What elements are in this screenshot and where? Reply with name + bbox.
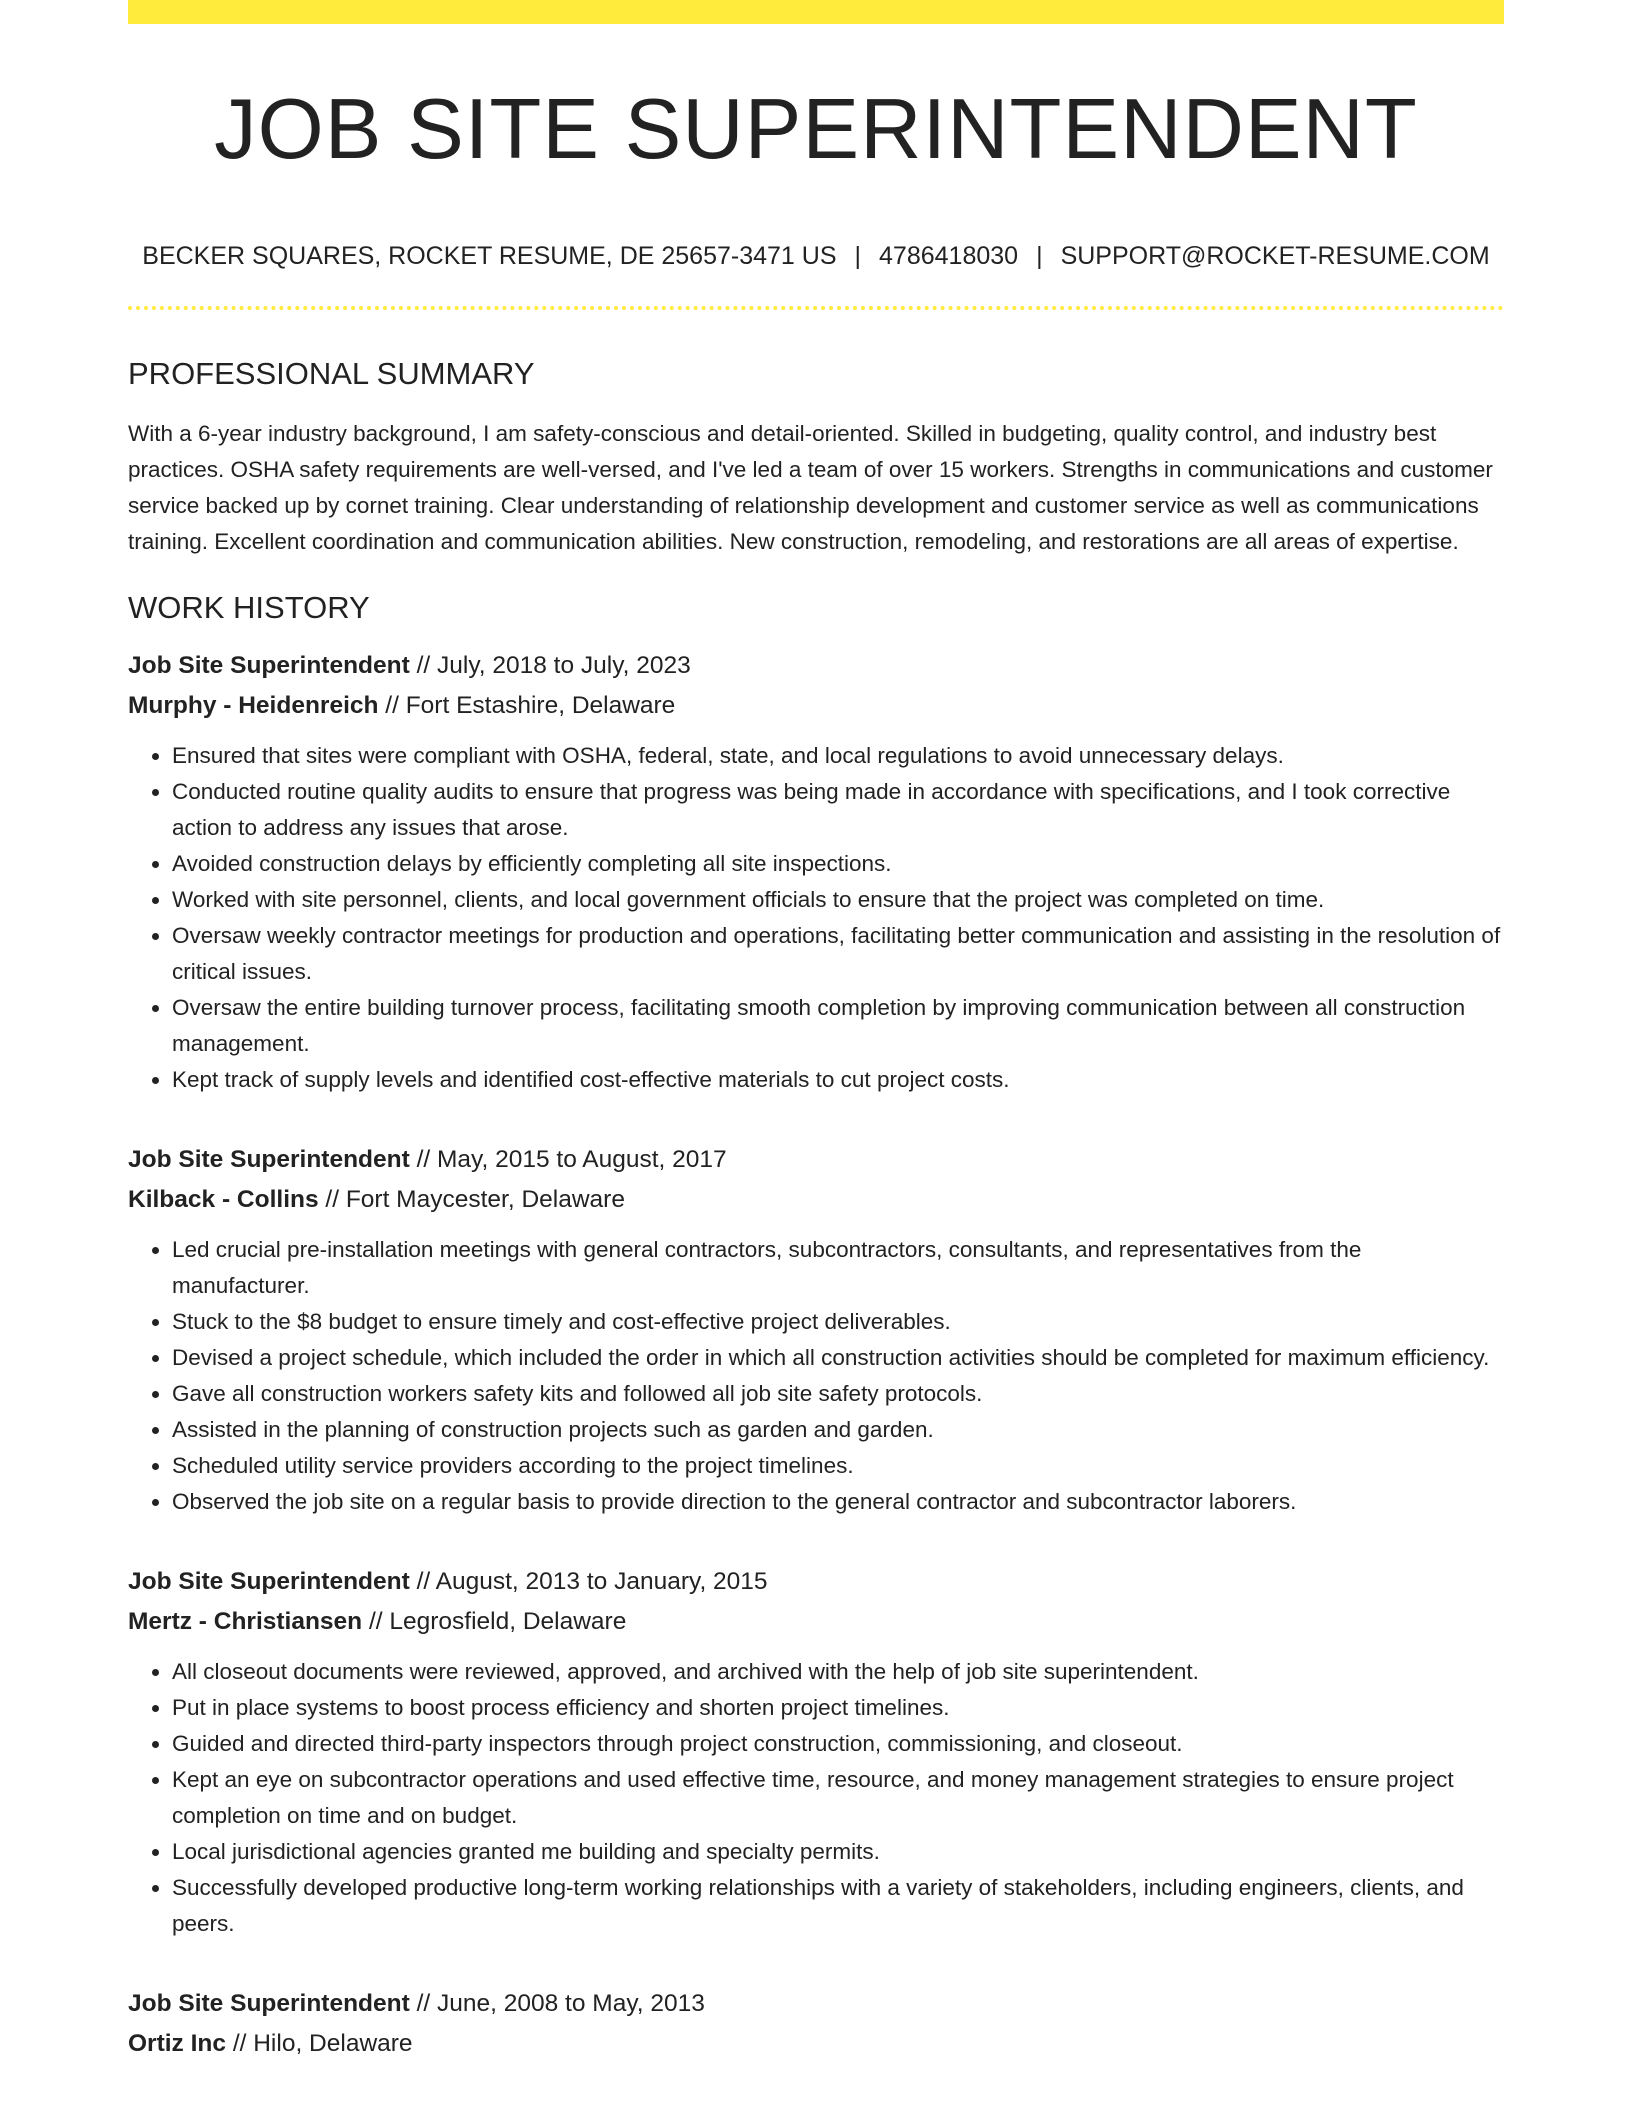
job-location: // Hilo, Delaware <box>226 2029 413 2057</box>
work-history-list <box>128 646 1504 2064</box>
contact-line <box>128 240 1504 272</box>
resume-content <box>128 24 1504 2064</box>
job-role: Job Site Superintendent <box>128 651 410 679</box>
resume-name: JOB SITE SUPERINTENDENT <box>214 82 1418 177</box>
job-entry <box>128 1562 1504 1942</box>
job-role: Job Site Superintendent <box>128 1567 410 1595</box>
job-entry <box>128 1984 1504 2064</box>
job-company: Ortiz Inc <box>128 2029 227 2057</box>
job-company: Kilback - Collins <box>128 1185 319 1213</box>
job-bullet: • Local jurisdictional agencies granted me building and specialty permits. <box>172 1834 1504 1870</box>
job-title-line <box>128 1984 1504 2024</box>
job-bullet-list <box>128 1654 1504 1942</box>
job-title-line <box>128 1562 1504 1602</box>
job-bullet-list <box>128 738 1504 1098</box>
job-dates: // August, 2013 to January, 2015 <box>409 1567 768 1595</box>
job-entry <box>128 646 1504 1098</box>
accent-top-bar <box>128 0 1504 24</box>
job-location: // Fort Maycester, Delaware <box>318 1185 625 1213</box>
job-bullet: • Stuck to the $8 budget to ensure timely and cost-effective project deliverables. <box>172 1304 1504 1340</box>
job-bullet: • Assisted in the planning of construction projects such as garden and garden. <box>172 1412 1504 1448</box>
job-location: // Legrosfield, Delaware <box>362 1607 627 1635</box>
job-bullet: • Avoided construction delays by efficiently completing all site inspections. <box>172 846 1504 882</box>
job-company-line <box>128 2024 1504 2064</box>
job-entry <box>128 1140 1504 1520</box>
contact-separator: | <box>854 241 862 270</box>
job-company-line <box>128 1602 1504 1642</box>
job-bullet: • Oversaw the entire building turnover process, facilitating smooth completion by improving communication between all construction management. <box>172 990 1504 1062</box>
job-bullet: • Worked with site personnel, clients, and local government officials to ensure that the project was completed on time. <box>172 882 1504 918</box>
job-bullet: • Successfully developed productive long-term working relationships with a variety of stakeholders, including engineers, clients, and peers. <box>172 1870 1504 1942</box>
job-bullet: • Observed the job site on a regular basis to provide direction to the general contractor and subcontractor laborers. <box>172 1484 1504 1520</box>
job-bullet: • Oversaw weekly contractor meetings for production and operations, facilitating better communication and assisting in the resolution of critical issues. <box>172 918 1504 990</box>
job-bullet-list <box>128 1232 1504 1520</box>
job-bullet: • All closeout documents were reviewed, approved, and archived with the help of job site superintendent. <box>172 1654 1504 1690</box>
job-dates: // July, 2018 to July, 2023 <box>409 651 691 679</box>
job-dates: // June, 2008 to May, 2013 <box>409 1989 705 2017</box>
job-bullet: • Scheduled utility service providers according to the project timelines. <box>172 1448 1504 1484</box>
job-role: Job Site Superintendent <box>128 1989 410 2017</box>
job-company-line <box>128 686 1504 726</box>
summary-text: With a 6-year industry background, I am safety-conscious and detail-oriented. Skilled in budgeting, quality control, and industry best practices. OSHA safety requirements are well-versed, and I've led a team of over 15 workers. Strengths in communications and customer service backed up by cornet training. Clear understanding of relationship development and customer service as well as communications training. Excellent coordination and communication abilities. New construction, remodeling, and restorations are all areas of expertise. <box>128 420 1493 554</box>
job-title-line <box>128 646 1504 686</box>
job-dates: // May, 2015 to August, 2017 <box>409 1145 727 1173</box>
job-location: // Fort Estashire, Delaware <box>378 691 676 719</box>
job-bullet: • Conducted routine quality audits to ensure that progress was being made in accordance with specifications, and I took corrective action to address any issues that arose. <box>172 774 1504 846</box>
job-bullet: • Ensured that sites were compliant with OSHA, federal, state, and local regulations to avoid unnecessary delays. <box>172 738 1504 774</box>
contact-address: BECKER SQUARES, ROCKET RESUME, DE 25657-3471 US <box>142 241 837 270</box>
job-bullet: • Guided and directed third-party inspectors through project construction, commissioning, and closeout. <box>172 1726 1504 1762</box>
job-company: Murphy - Heidenreich <box>128 691 379 719</box>
job-company: Mertz - Christiansen <box>128 1607 363 1635</box>
job-bullet: • Put in place systems to boost process efficiency and shorten project timelines. <box>172 1690 1504 1726</box>
job-bullet: • Kept track of supply levels and identified cost-effective materials to cut project costs. <box>172 1062 1504 1098</box>
contact-separator: | <box>1036 241 1043 270</box>
job-company-line <box>128 1180 1504 1220</box>
job-bullet: • Kept an eye on subcontractor operations and used effective time, resource, and money management strategies to ensure project completion on time and on budget. <box>172 1762 1504 1834</box>
job-bullet: • Led crucial pre-installation meetings with general contractors, subcontractors, consultants, and representatives from the manufacturer. <box>172 1232 1504 1304</box>
dotted-divider <box>128 306 1504 310</box>
job-bullet: • Gave all construction workers safety kits and followed all job site safety protocols. <box>172 1376 1504 1412</box>
summary-heading: PROFESSIONAL SUMMARY <box>128 355 535 391</box>
work-history-heading: WORK HISTORY <box>128 589 370 625</box>
contact-email: SUPPORT@ROCKET-RESUME.COM <box>1060 241 1490 270</box>
job-role: Job Site Superintendent <box>128 1145 410 1173</box>
job-title-line <box>128 1140 1504 1180</box>
contact-phone: 4786418030 <box>879 241 1019 270</box>
job-bullet: • Devised a project schedule, which included the order in which all construction activities should be completed for maximum efficiency. <box>172 1340 1504 1376</box>
